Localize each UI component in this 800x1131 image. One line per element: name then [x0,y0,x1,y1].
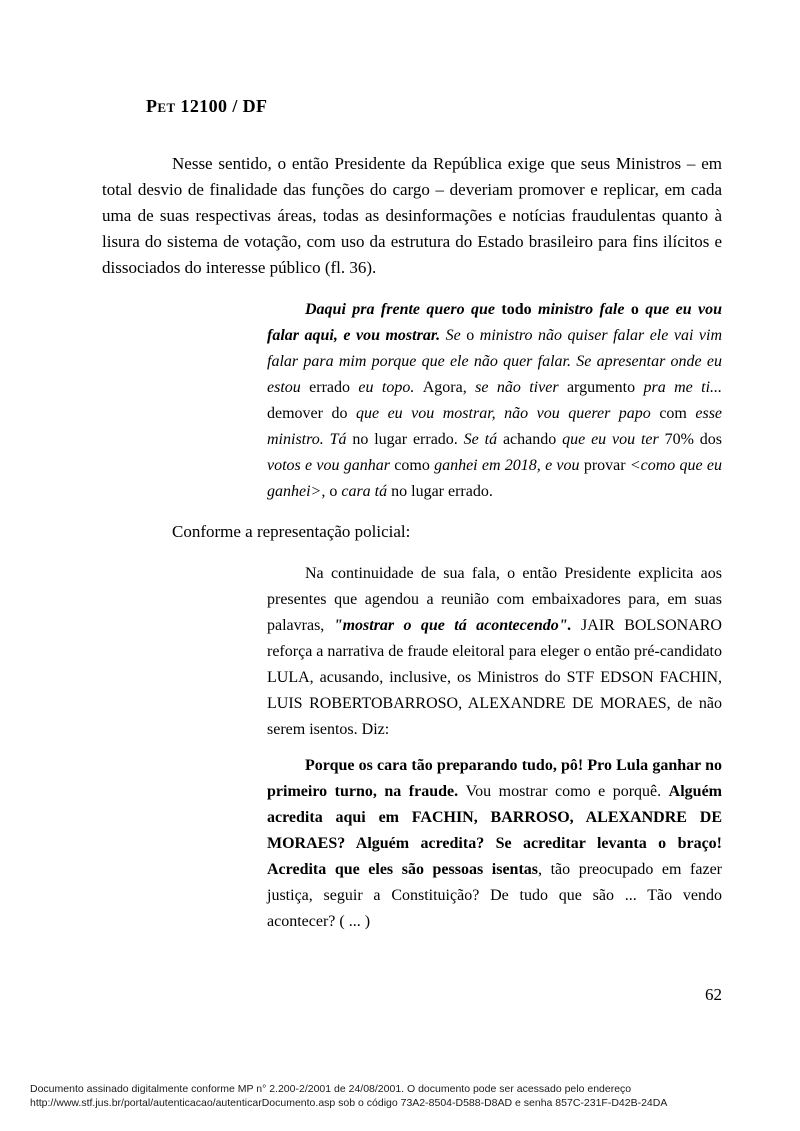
police-report-lead: Conforme a representação policial: [172,522,411,541]
intro-paragraph: Nesse sentido, o então Presidente da República exige que seus Ministros – em total desvio de finalidade das funções do cargo – deveriam promover e replicar, em cada uma de suas respectivas áreas, todas as desinformações e notícias fraudulentas quanto à lisura do sistema de votação, com uso da estrutura do Estado brasileiro para fins ilícitos e dissociados do interesse público (fl. 36). [102,154,722,277]
bolsonaro-speech-quote: Porque os cara tão preparando tudo, pô! Pro Lula ganhar no primeiro turno, na fraude. Vou mostrar como e porquê. Alguém acredita aqui em FACHIN, BARROSO, ALEXANDRE DE MORAES? Alguém acredita? Se acreditar levanta o braço! Acredita que eles são pessoas isentas, tão preocupado em fazer justiça, seguir a Constituição? De tudo que são ... Tão vendo acontecer? ( ... ) [267,757,722,930]
case-number-heading: Pet 12100 / DF [146,96,268,116]
police-report-excerpt: Na continuidade de sua fala, o então Presidente explicita aos presentes que agendou a reunião com embaixadores para, em suas palavras, "mostrar o que tá acontecendo". JAIR BOLSONARO reforça a narrativa de fraude eleitoral para eleger o então pré-candidato LULA, acusando, inclusive, os Ministros do STF EDSON FACHIN, LUIS ROBERTOBARROSO, ALEXANDRE DE MORAES, de não serem isentos. Diz: [267,565,722,738]
footer-signature-line-1: Documento assinado digitalmente conforme MP n° 2.200-2/2001 de 24/08/2001. O documento pode ser acessado pelo endereço [30,1083,632,1095]
page-number: 62 [705,985,722,1004]
president-quote-block: Daqui pra frente quero que todo ministro fale o que eu vou falar aqui, e vou mostrar. Se o ministro não quiser falar ele vai vim falar para mim porque que ele não quer falar. Se apresentar onde eu estou errado eu topo. Agora, se não tiver argumento pra me ti... demover do que eu vou mostrar, não vou querer papo com esse ministro. Tá no lugar errado. Se tá achando que eu vou ter 70% dos votos e vou ganhar como ganhei em 2018, e vou provar <como que eu ganhei>, o cara tá no lugar errado. [267,301,723,500]
footer-signature-line-2: http://www.stf.jus.br/portal/autenticacao/autenticarDocumento.asp sob o código 73A2-8504-D588-D8AD e senha 857C-231F-D42B-24DA [30,1097,668,1109]
digital-signature-footer [30,1082,770,1110]
